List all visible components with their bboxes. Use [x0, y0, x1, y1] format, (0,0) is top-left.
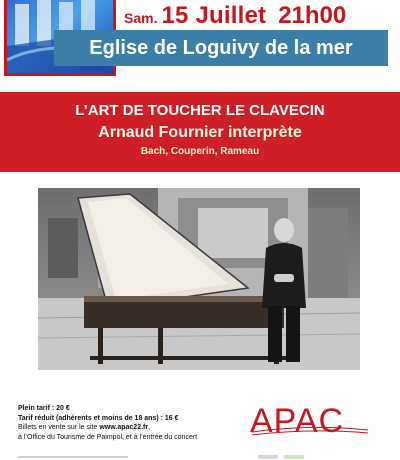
apac-logo-swoosh	[250, 402, 370, 442]
date-weekday: Sam.	[124, 10, 158, 26]
offline-sales: à l’Office du Tourisme de Paimpol, et à l’entrée du concert	[18, 433, 198, 441]
ticket-info	[18, 404, 250, 442]
online-sales: Billets en vente sur le site www.apac22.fr,	[18, 424, 151, 431]
apac-website-link[interactable]: www.apac22.fr	[99, 424, 149, 431]
sponsor-logos-strip	[18, 454, 388, 460]
date-day-month: 15 Juillet	[161, 2, 267, 29]
event-time: 21h00	[278, 2, 347, 29]
apac-logo	[250, 402, 370, 442]
program-title: L’ART DE TOUCHER LE CLAVECIN	[75, 102, 325, 119]
apac-logo-text: APAC	[250, 402, 345, 440]
performer-photo	[38, 188, 360, 370]
event-date-line	[124, 2, 394, 28]
composers-list: Bach, Couperin, Rameau	[140, 146, 260, 157]
performer-name: Arnaud Fournier interprète	[98, 124, 302, 141]
venue-banner: Eglise de Loguivy de la mer	[54, 30, 388, 66]
full-price: Plein tarif : 20 €	[18, 405, 70, 412]
program-title-band	[0, 92, 400, 172]
reduced-price: Tarif réduit (adhérents et moins de 18 ans) : 16 €	[18, 414, 179, 422]
